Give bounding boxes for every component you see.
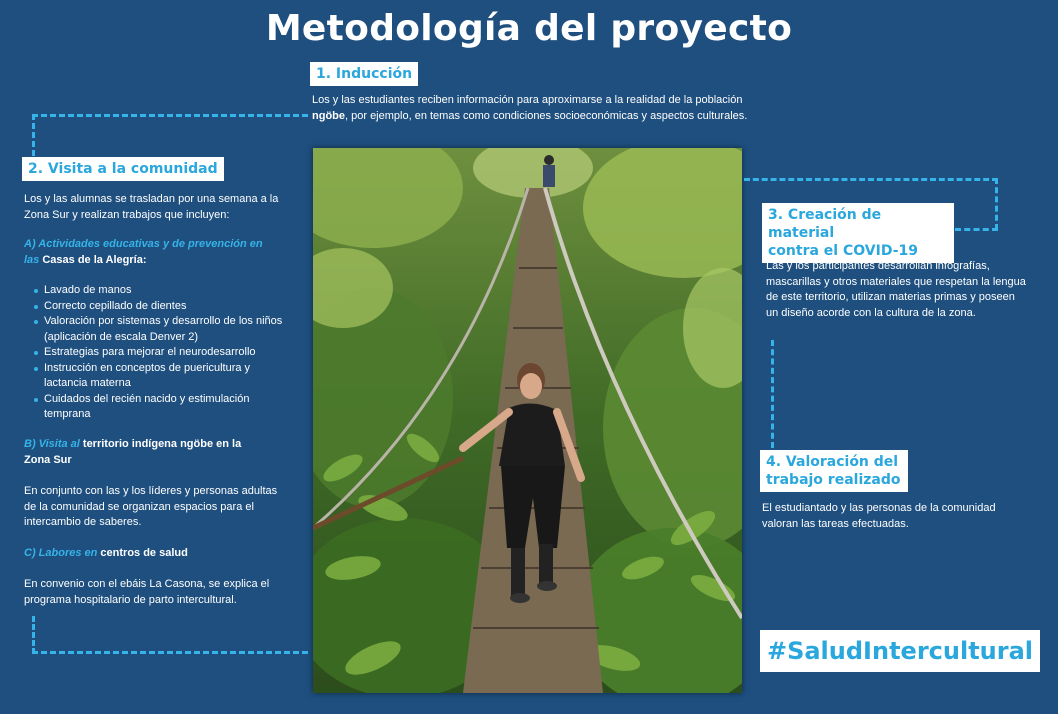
step-3-heading-line2: contra el COVID-19 [768,243,918,259]
section-b-heading [24,437,264,468]
section-a-rest: Casas de la Alegría: [39,253,147,266]
connector-top-vertical [32,114,35,156]
list-item: Estrategias para mejorar el neurodesarrollo [32,345,290,361]
section-a-bullet-list [32,283,290,423]
step-1-heading: 1. Inducción [310,62,418,86]
connector-bottom-vertical [32,616,35,654]
section-a-accent: A) Actividades educativas y de prevención en las [24,238,263,266]
connector-right-bottom [955,228,998,231]
step-2-heading: 2. Visita a la comunidad [22,157,224,181]
step-1-text [312,93,752,124]
section-b-rest: territorio indígena ngöbe en la Zona Sur [24,438,242,466]
connector-step3-to-step4 [771,340,774,448]
section-c-text: En convenio con el ebáis La Casona, se explica el programa hospitalario de parto intercultural. [24,578,270,606]
hashtag-badge: #SaludIntercultural [760,630,1040,672]
connector-top-horizontal [32,114,308,117]
step-4-heading-line1: 4. Valoración del [766,454,899,470]
step-4-heading [760,450,908,492]
step-3-heading [762,203,954,263]
step-1-text-pre: Los y las estudiantes reciben información para aproximarse a la realidad de la población [312,94,743,106]
connector-right-horizontal [744,178,998,181]
step-1-text-post: , por ejemplo, en temas como condiciones socioeconómicas y aspectos culturales. [345,109,748,122]
section-b-text: En conjunto con las y los líderes y personas adultas de la comunidad se organizan espacios para el intercambio de saberes. [24,485,278,528]
list-item: Lavado de manos [32,283,290,299]
section-a-heading [24,237,274,268]
step-3-text: Las y los participantes desarrollan infografías, mascarillas y otros materiales que respetan la lengua de este territorio, utilizan materias primas y poseen un diseño acorde con la cultura de la zona. [766,260,1026,319]
section-b-accent: B) Visita al [24,438,80,450]
page-title: Metodología del proyecto [265,8,793,49]
step-1-text-bold: ngöbe [312,109,345,122]
connector-right-vertical [995,178,998,230]
list-item: Valoración por sistemas y desarrollo de los niños (aplicación de escala Denver 2) [32,314,290,345]
step-3-heading-line1: 3. Creación de material [768,207,882,241]
section-c-rest: centros de salud [97,547,188,559]
step-4-heading-line2: trabajo realizado [766,472,901,488]
step-4-text: El estudiantado y las personas de la comunidad valoran las tareas efectuadas. [762,502,996,530]
section-c-heading [24,546,284,562]
list-item: Cuidados del recién nacido y estimulación temprana [32,392,290,423]
hanging-bridge-photo [313,148,742,693]
step-2-intro: Los y las alumnas se trasladan por una semana a la Zona Sur y realizan trabajos que incluyen: [24,193,279,221]
section-c-accent: C) Labores en [24,547,98,559]
list-item: Instrucción en conceptos de puericultura y lactancia materna [32,361,290,392]
connector-bottom-horizontal [32,651,308,654]
jungle-bridge-illustration [313,148,742,693]
list-item: Correcto cepillado de dientes [32,299,290,315]
